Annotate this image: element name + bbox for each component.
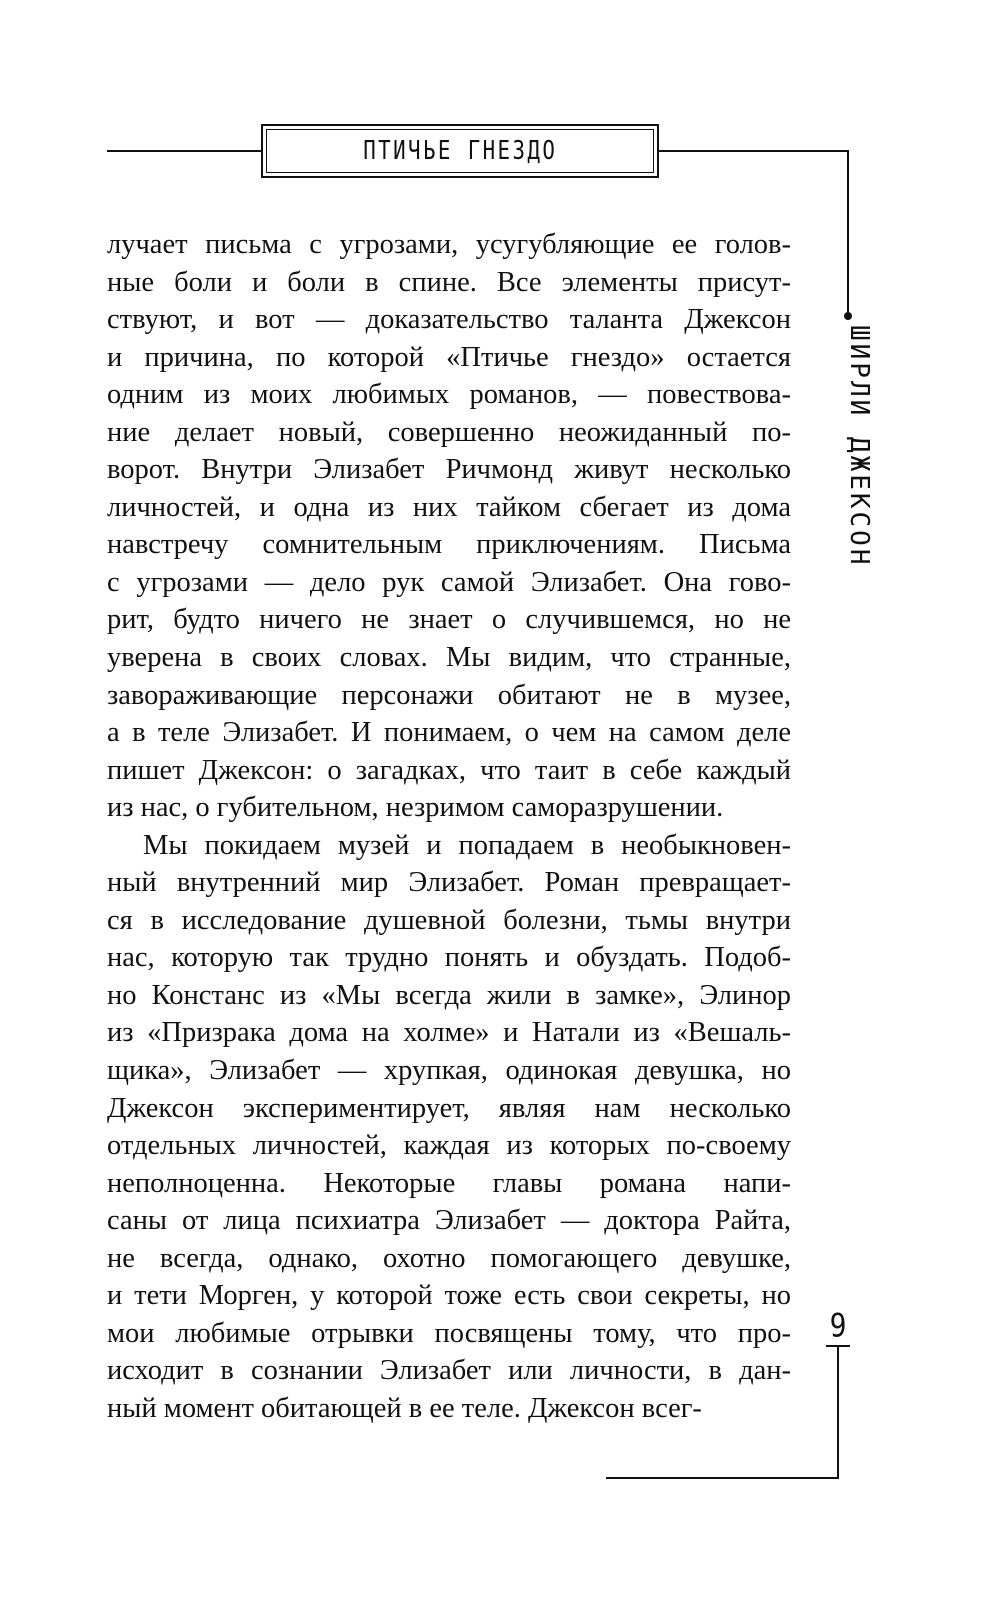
text-line: личностей, и одна из них тайком сбегает из дома	[107, 491, 791, 523]
text-line: навстречу сомнительным приключениям. Письма	[107, 529, 791, 561]
side-rule-top	[847, 150, 849, 315]
text-line: рит, будто ничего не знает о случившемся, но не	[107, 604, 791, 636]
text-line: уверена в своих словах. Мы видим, что странные,	[107, 642, 791, 674]
text-line: ние делает новый, совершенно неожиданный по-	[107, 416, 791, 448]
paragraph	[107, 226, 791, 827]
side-rule-dot	[844, 312, 852, 320]
text-line: Джексон экспериментирует, являя нам несколько	[107, 1092, 791, 1124]
text-line: но Констанс из «Мы всегда жили в замке», Элинор	[107, 979, 791, 1011]
text-line: пишет Джексон: о загадках, что таит в себе каждый	[107, 754, 791, 786]
text-line: отдельных личностей, каждая из которых по-своему	[107, 1130, 791, 1162]
text-line: и тети Морген, у которой тоже есть свои секреты, но	[107, 1280, 791, 1312]
text-line: неполноценна. Некоторые главы романа напи-	[107, 1167, 791, 1199]
text-line: и причина, по которой «Птичье гнездо» остается	[107, 341, 791, 373]
running-header	[261, 124, 659, 178]
text-line: ные боли и боли в спине. Все элементы присут-	[107, 266, 791, 298]
text-line: ся в исследование душевной болезни, тьмы внутри	[107, 904, 791, 936]
text-line: завораживающие персонажи обитают не в музее,	[107, 679, 791, 711]
text-line: исходит в сознании Элизабет или личности, в дан-	[107, 1355, 791, 1387]
text-line: ный момент обитающей в ее теле. Джексон всег-	[107, 1392, 702, 1424]
text-line: не всегда, однако, охотно помогающего девушке,	[107, 1242, 791, 1274]
text-line: а в теле Элизабет. И понимаем, о чем на самом деле	[107, 717, 791, 749]
running-header-inner	[266, 129, 654, 173]
text-line: с угрозами — дело рук самой Элизабет. Она гово-	[107, 566, 791, 598]
footer-side-rule	[837, 1345, 839, 1479]
page-number: 9	[829, 1306, 847, 1345]
text-line: ворот. Внутри Элизабет Ричмонд живут несколько	[107, 454, 791, 486]
text-line: ный внутренний мир Элизабет. Роман превращает-	[107, 867, 791, 899]
text-line: одним из моих любимых романов, — повествова-	[107, 379, 791, 411]
footer-rule	[606, 1477, 839, 1479]
running-author-label: ШИРЛИ ДЖЕКСОН	[844, 325, 874, 568]
header-rule-right	[659, 150, 849, 152]
text-line: Мы покидаем музей и попадаем в необыкновен-	[143, 829, 791, 861]
header-rule-left	[107, 150, 261, 152]
text-line: лучает письма с угрозами, усугубляющие ее голов-	[107, 229, 791, 260]
page-body-text	[107, 226, 791, 1428]
text-line: ствуют, и вот — доказательство таланта Джексон	[107, 304, 791, 336]
text-line: саны от лица психиатра Элизабет — доктора Райта,	[107, 1205, 791, 1237]
text-line: из «Призрака дома на холме» и Натали из «Вешаль-	[107, 1017, 791, 1049]
text-line: щика», Элизабет — хрупкая, одинокая девушка, но	[107, 1055, 791, 1087]
text-line: мои любимые отрывки посвящены тому, что про-	[107, 1317, 791, 1349]
paragraph	[107, 827, 791, 1428]
text-line: из нас, о губительном, незримом саморазрушении.	[107, 792, 724, 824]
text-line: нас, которую так трудно понять и обуздать. Подоб-	[107, 942, 791, 974]
running-header-title: ПТИЧЬЕ ГНЕЗДО	[363, 136, 557, 166]
